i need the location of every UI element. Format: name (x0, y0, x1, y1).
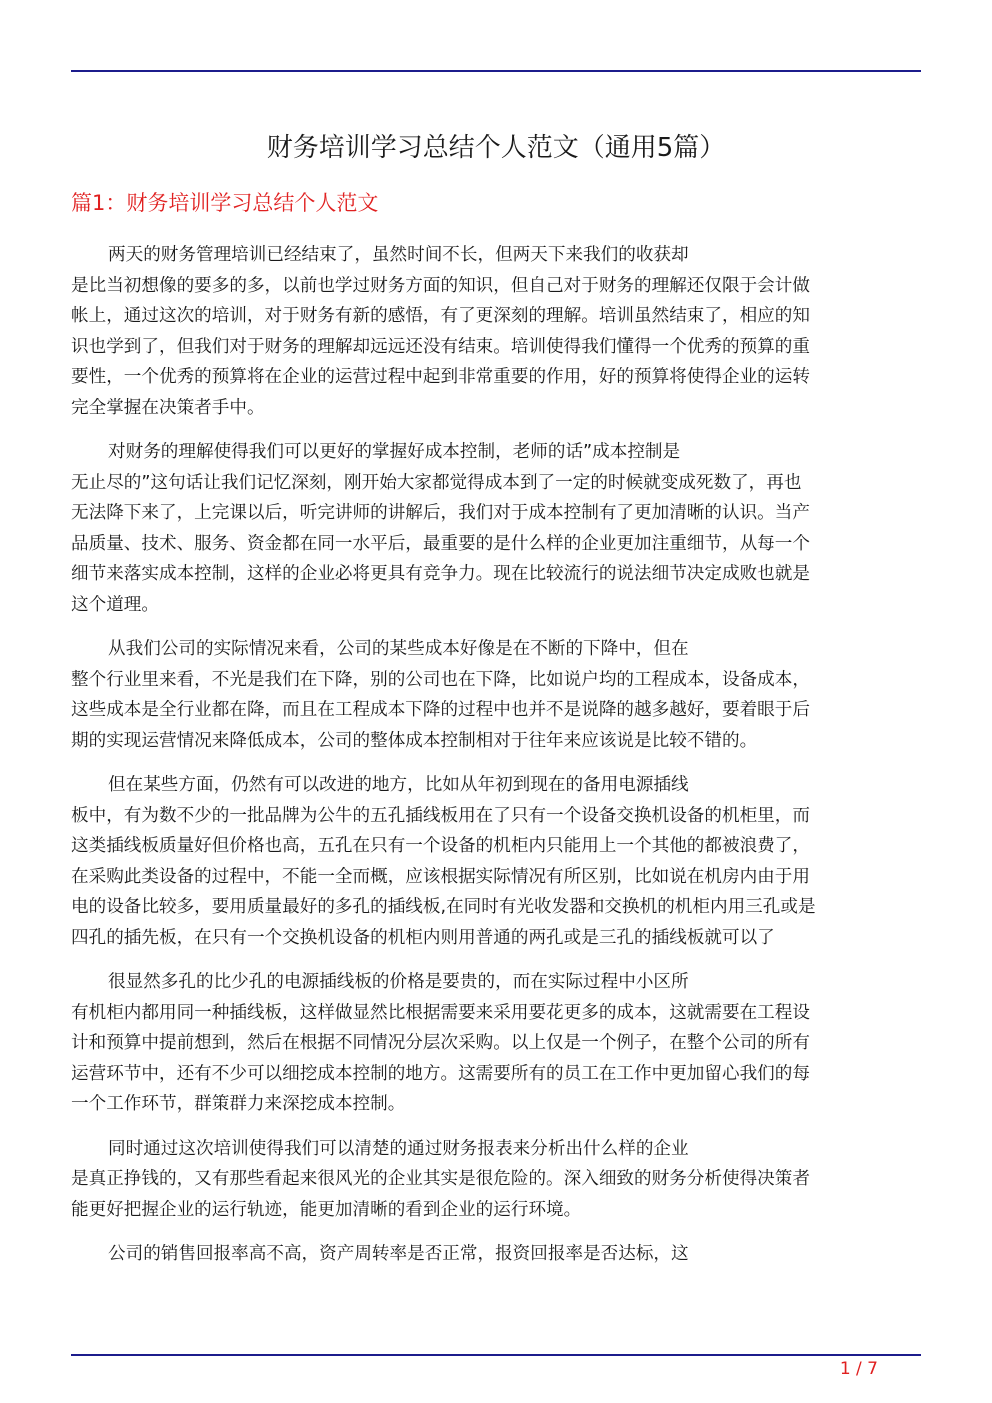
paragraph (71, 437, 921, 620)
paragraph-line: 在采购此类设备的过程中，不能一全而概，应该根据实际情况有所区别，比如说在机房内由于用 (71, 866, 810, 887)
paragraph-line: 完全掌握在决策者手中。 (71, 397, 265, 418)
paragraph-line: 公司的销售回报率高不高，资产周转率是否正常，报资回报率是否达标，这 (108, 1244, 689, 1264)
paragraph-line: 从我们公司的实际情况来看，公司的某些成本好像是在不断的下降中，但在 (108, 639, 689, 659)
section-heading: 篇1：财务培训学习总结个人范文 (71, 191, 379, 215)
paragraph-line: 期的实现运营情况来降低成本，公司的整体成本控制相对于往年来应该说是比较不错的。 (71, 730, 758, 751)
paragraph-line: 帐上，通过这次的培训，对于财务有新的感悟，有了更深刻的理解。培训虽然结束了，相应的知 (71, 306, 810, 326)
paragraph-line: 同时通过这次培训使得我们可以清楚的通过财务报表来分析出什么样的企业 (108, 1138, 689, 1159)
paragraph-line: 细节来落实成本控制，这样的企业必将更具有竞争力。现在比较流行的说法细节决定成败也就是 (71, 564, 810, 584)
page-number: 1 / 7 (839, 1359, 878, 1379)
paragraph (71, 1134, 921, 1226)
paragraph-line: 这类插线板质量好但价格也高，五孔在只有一个设备的机柜内只能用上一个其他的都被浪费了， (71, 836, 810, 856)
paragraph-line: 无止尽的”这句话让我们记忆深刻，刚开始大家都觉得成本到了一定的时候就变成死数了，再也 (71, 472, 802, 493)
paragraph-line: 无法降下来了，上完课以后，听完讲师的讲解后，我们对于成本控制有了更加清晰的认识。当产 (71, 503, 810, 523)
paragraph (71, 967, 921, 1120)
paragraph-line: 两天的财务管理培训已经结束了，虽然时间不长，但两天下来我们的收获却 (108, 245, 689, 265)
paragraph-line: 运营环节中，还有不少可以细挖成本控制的地方。这需要所有的员工在工作中更加留心我们的每 (71, 1063, 810, 1084)
footer-rule (71, 1354, 921, 1356)
paragraph-line: 能更好把握企业的运行轨迹，能更加清晰的看到企业的运行环境。 (71, 1199, 582, 1220)
paragraph (71, 634, 921, 756)
paragraph-line: 识也学到了，但我们对于财务的理解却远远还没有结束。培训使得我们懂得一个优秀的预算的重 (71, 336, 810, 357)
paragraph-line: 电的设备比较多，要用质量最好的多孔的插线板,在同时有光收发器和交换机的机柜内用三孔或是 (71, 897, 816, 917)
paragraph-line: 板中，有为数不少的一批品牌为公牛的五孔插线板用在了只有一个设备交换机设备的机柜里，而 (71, 805, 810, 826)
paragraph-line: 对财务的理解使得我们可以更好的掌握好成本控制，老师的话”成本控制是 (108, 442, 681, 462)
paragraph-line: 四孔的插先板，在只有一个交换机设备的机柜内则用普通的两孔或是三孔的插线板就可以了 (71, 927, 775, 948)
paragraph (71, 770, 921, 953)
document-body (71, 240, 921, 1284)
paragraph-line: 要性，一个优秀的预算将在企业的运营过程中起到非常重要的作用，好的预算将使得企业的运转 (71, 367, 810, 387)
paragraph-line: 一个工作环节，群策群力来深挖成本控制。 (71, 1094, 406, 1114)
document-title: 财务培训学习总结个人范文（通用5篇） (266, 133, 726, 163)
paragraph-line: 这个道理。 (71, 594, 159, 615)
paragraph-line: 整个行业里来看，不光是我们在下降，别的公司也在下降，比如说户均的工程成本，设备成本， (71, 669, 810, 690)
paragraph-line: 但在某些方面，仍然有可以改进的地方，比如从年初到现在的备用电源插线 (108, 775, 689, 795)
paragraph (71, 240, 921, 423)
paragraph-line: 很显然多孔的比少孔的电源插线板的价格是要贵的，而在实际过程中小区所 (108, 972, 689, 992)
paragraph-line: 这些成本是全行业都在降，而且在工程成本下降的过程中也并不是说降的越多越好，要着眼于后 (71, 700, 810, 720)
header-rule (71, 70, 921, 72)
paragraph-line: 计和预算中提前想到，然后在根据不同情况分层次采购。以上仅是一个例子，在整个公司的所有 (71, 1033, 810, 1053)
paragraph (71, 1239, 921, 1270)
paragraph-line: 有机柜内都用同一种插线板，这样做显然比根据需要来采用要花更多的成本，这就需要在工程设 (71, 1002, 810, 1023)
paragraph-line: 品质量、技术、服务、资金都在同一水平后，最重要的是什么样的企业更加注重细节，从每一个 (71, 533, 810, 554)
paragraph-line: 是真正挣钱的，又有那些看起来很风光的企业其实是很危险的。深入细致的财务分析使得决策者 (71, 1169, 810, 1189)
paragraph-line: 是比当初想像的要多的多，以前也学过财务方面的知识，但自己对于财务的理解还仅限于会计做 (71, 275, 810, 296)
